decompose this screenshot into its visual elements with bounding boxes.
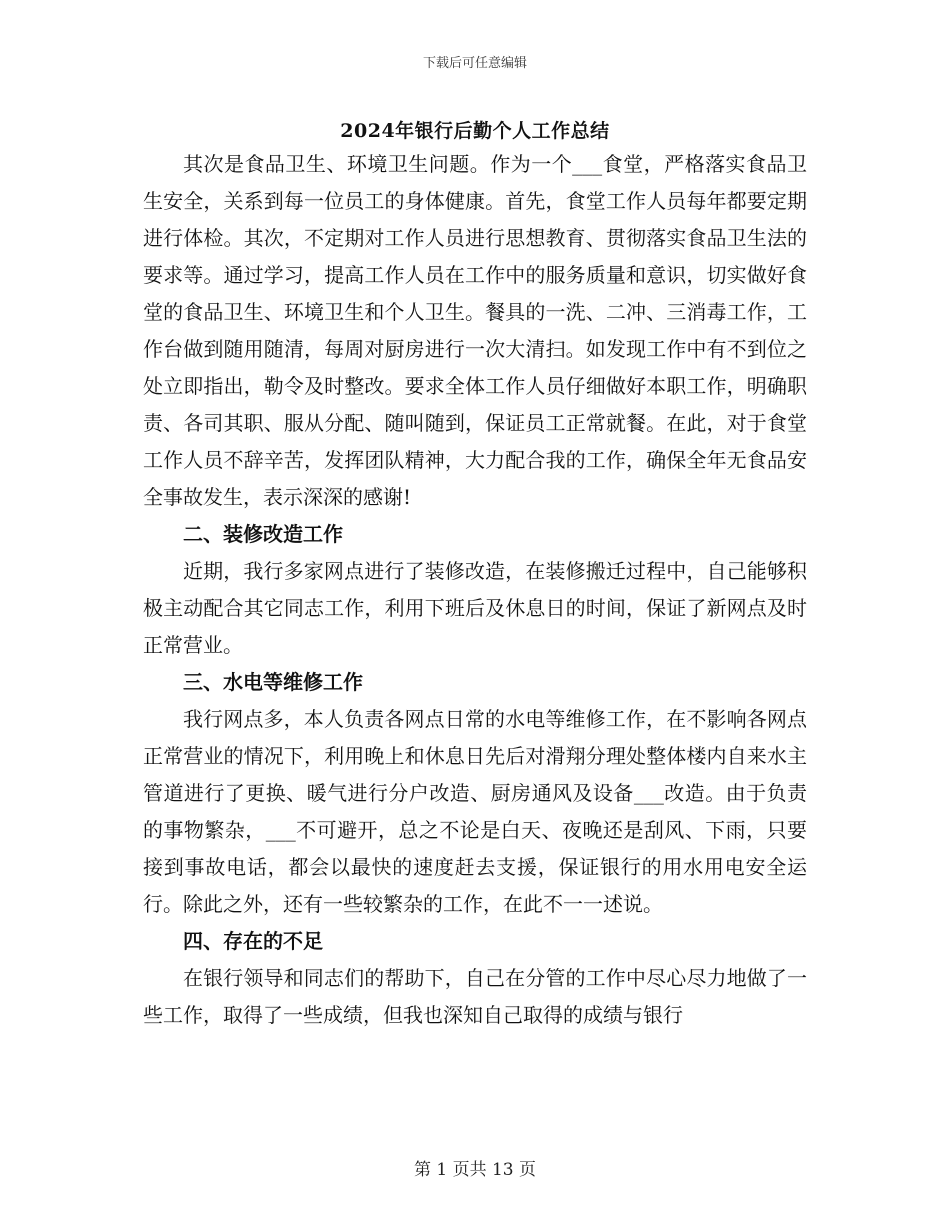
paragraph-renovation: 近期，我行多家网点进行了装修改造，在装修搬迁过程中，自己能够积极主动配合其它同志工作，利用下班后及休息日的时间，保证了新网点及时正常营业。 bbox=[143, 559, 807, 657]
document-title: 2024年银行后勤个人工作总结 bbox=[340, 120, 610, 142]
paragraph-maintenance: 我行网点多，本人负责各网点日常的水电等维修工作，在不影响各网点正常营业的情况下，利用晚上和休息日先后对滑翔分理处整体楼内自来水主管道进行了更换、暖气进行分户改造、厨房通风及设备___改造。由于负责的事物繁杂，___不可避开，总之不论是白天、夜晚还是刮风、下雨，只要接到事故电话，都会以最快的速度赶去支援，保证银行的用水用电安全运行。除此之外，还有一些较繁杂的工作，在此不一一述说。 bbox=[143, 707, 807, 916]
heading-renovation: 二、装修改造工作 bbox=[183, 522, 343, 546]
heading-maintenance: 三、水电等维修工作 bbox=[183, 670, 363, 694]
page-header-note: 下载后可任意编辑 bbox=[422, 56, 527, 71]
heading-shortcomings: 四、存在的不足 bbox=[183, 929, 323, 953]
page-number: 第 1 页共 13 页 bbox=[413, 1160, 537, 1180]
document-body bbox=[143, 146, 807, 1034]
paragraph-shortcomings: 在银行领导和同志们的帮助下，自己在分管的工作中尽心尽力地做了一些工作，取得了一些成绩，但我也深知自己取得的成绩与银行 bbox=[143, 966, 807, 1027]
paragraph-food-hygiene: 其次是食品卫生、环境卫生问题。作为一个___食堂，严格落实食品卫生安全，关系到每一位员工的身体健康。首先，食堂工作人员每年都要定期进行体检。其次，不定期对工作人员进行思想教育、贯彻落实食品卫生法的要求等。通过学习，提高工作人员在工作中的服务质量和意识，切实做好食堂的食品卫生、环境卫生和个人卫生。餐具的一洗、二冲、三消毒工作，工作台做到随用随清，每周对厨房进行一次大清扫。如发现工作中有不到位之处立即指出，勒令及时整改。要求全体工作人员仔细做好本职工作，明确职责、各司其职、服从分配、随叫随到，保证员工正常就餐。在此，对于食堂工作人员不辞辛苦，发挥团队精神，大力配合我的工作，确保全年无食品安全事故发生，表示深深的感谢! bbox=[143, 152, 807, 509]
